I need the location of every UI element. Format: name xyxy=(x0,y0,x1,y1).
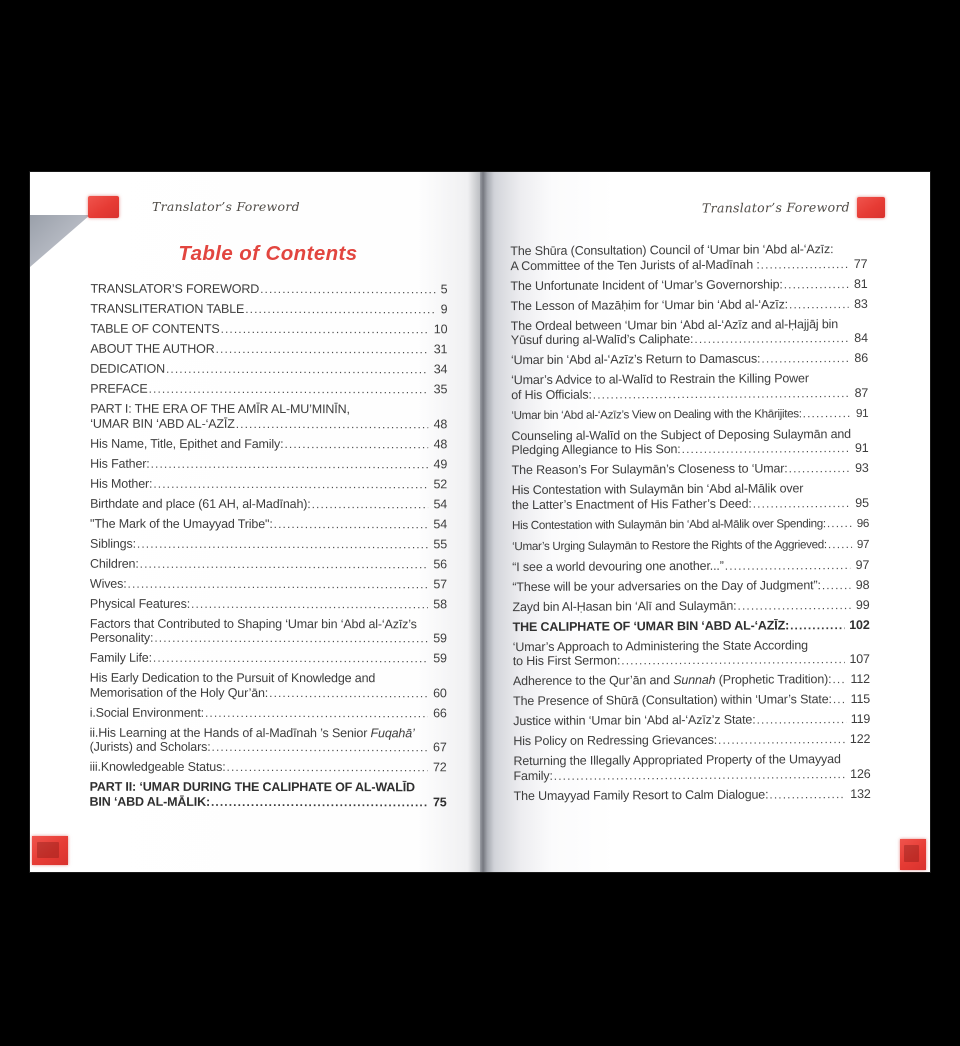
toc-page-number: 126 xyxy=(850,766,871,781)
toc-entry xyxy=(511,371,868,402)
toc-entry xyxy=(513,692,870,709)
dot-leader xyxy=(212,740,429,755)
dot-leader xyxy=(245,302,435,317)
toc-entry-label: to His First Sermon: xyxy=(512,653,621,669)
toc-entry xyxy=(90,760,447,775)
dot-leader xyxy=(828,537,852,553)
toc-entry-label: PART II: ‘UMAR DURING THE CALIPHATE OF AL-WALĪD xyxy=(89,779,415,795)
toc-page-number: 66 xyxy=(433,705,447,720)
toc-entry-label: (Jurists) and Scholars: xyxy=(89,739,211,754)
dot-leader xyxy=(753,496,851,511)
dot-leader xyxy=(216,342,429,357)
toc-entry-label: ‘Umar’s Approach to Administering the State According xyxy=(512,637,809,654)
toc-entry xyxy=(513,637,870,668)
toc-page-number: 96 xyxy=(856,516,870,530)
toc-entry-label: PART I: THE ERA OF THE AMĪR AL-MU’MINĪN, xyxy=(90,401,350,417)
toc-entry-label: ‘Umar bin ‘Abd al-‘Azīz’s Return to Damascus: xyxy=(510,351,761,368)
toc-entry-label: Family: xyxy=(513,768,553,783)
toc-entry xyxy=(90,342,447,357)
toc-page-number: 119 xyxy=(850,711,871,727)
toc-entry-label: ‘Umar bin ‘Abd al-‘Azīz’s View on Dealing with the Khārijites: xyxy=(511,406,802,422)
toc-entry xyxy=(90,496,447,511)
toc-page-number: 86 xyxy=(854,350,869,365)
dot-leader xyxy=(833,692,846,707)
dot-leader xyxy=(312,497,429,512)
toc-entry xyxy=(512,557,869,574)
toc-entry-label: Birthdate and place (61 AH, al-Madīnah): xyxy=(90,496,311,511)
toc-page-number: 52 xyxy=(433,476,448,491)
toc-entry xyxy=(510,276,867,293)
toc-entry-label: Factors that Contributed to Shaping ‘Umar bin ‘Abd al-‘Azīz’s xyxy=(89,616,417,631)
toc-page-number: 77 xyxy=(853,256,868,271)
toc-entry-label: The Ordeal between ‘Umar bin ‘Abd al-‘Azīz and al-Ḥajjāj bin xyxy=(510,316,839,333)
toc-page-number: 95 xyxy=(855,495,869,510)
toc-page-number: 57 xyxy=(433,576,447,591)
right-toc-list xyxy=(510,242,870,809)
toc-entry xyxy=(90,705,447,720)
toc-entry-label: His Father: xyxy=(90,456,150,471)
left-running-head: Translator’s Foreword xyxy=(152,199,300,214)
dot-leader xyxy=(757,712,846,727)
dot-leader xyxy=(827,516,852,532)
red-corner-badge-top-right xyxy=(857,197,885,218)
toc-entry xyxy=(90,536,447,551)
toc-entry xyxy=(90,725,447,755)
toc-entry xyxy=(90,302,447,317)
toc-entry-label: Pledging Allegiance to His Son: xyxy=(511,442,681,458)
toc-entry-label: Siblings: xyxy=(89,536,136,551)
dot-leader xyxy=(790,618,844,633)
toc-entry-label: Family Life: xyxy=(89,650,152,665)
toc-page-number: 84 xyxy=(854,330,868,345)
dot-leader xyxy=(227,760,428,775)
toc-page-number: 99 xyxy=(855,597,870,612)
toc-entry xyxy=(90,556,447,571)
toc-entry xyxy=(90,362,447,377)
toc-entry xyxy=(513,712,870,729)
toc-page-number: 48 xyxy=(433,416,448,431)
toc-page-number: 10 xyxy=(433,322,448,337)
toc-entry xyxy=(90,576,447,591)
toc-entry xyxy=(90,516,447,531)
dot-leader xyxy=(260,282,436,297)
toc-page-number: 59 xyxy=(433,651,447,666)
toc-entry-label: ABOUT THE AUTHOR xyxy=(90,341,215,356)
toc-entry xyxy=(90,616,447,646)
toc-entry xyxy=(511,351,868,368)
toc-entry-label: Memorisation of the Holy Qur’ān: xyxy=(89,685,269,700)
toc-page-number: 83 xyxy=(853,296,868,311)
toc-page-number: 107 xyxy=(849,651,870,667)
dot-leader xyxy=(166,362,429,377)
toc-entry-label: ‘Umar’s Urging Sulaymān to Restore the Rights of the Aggrieved: xyxy=(512,537,827,553)
toc-page-number: 55 xyxy=(433,536,448,551)
dot-leader xyxy=(761,351,849,366)
toc-entry-label: Physical Features: xyxy=(89,596,191,611)
toc-page-number: 54 xyxy=(433,516,448,531)
toc-page-number: 60 xyxy=(433,685,447,700)
toc-entry-label: The Unfortunate Incident of ‘Umar’s Governorship: xyxy=(510,276,783,293)
toc-entry xyxy=(512,515,869,533)
toc-entry xyxy=(511,296,868,313)
toc-entry-label: Personality: xyxy=(89,630,154,645)
right-running-head: Translator’s Foreword xyxy=(701,199,851,216)
dot-leader xyxy=(718,732,845,747)
toc-page-number: 98 xyxy=(855,577,870,592)
toc-entry-label: of His Officials: xyxy=(511,387,592,402)
dot-leader xyxy=(803,406,851,422)
toc-entry-label: Zayd bin Al-Ḥasan bin ‘Alī and Sulaymān: xyxy=(512,598,737,614)
toc-entry xyxy=(90,596,447,611)
toc-page-number: 31 xyxy=(433,342,448,357)
toc-entry-label: The Shūra (Consultation) Council of ‘Umar bin ‘Abd al-‘Azīz: xyxy=(510,242,834,259)
toc-entry-label: BIN ‘ABD AL-MĀLIK: xyxy=(89,794,211,809)
toc-entry xyxy=(90,476,447,491)
red-page-number-badge-bottom-left xyxy=(32,836,68,865)
toc-entry-label: “I see a world devouring one another...” xyxy=(512,558,724,574)
toc-entry xyxy=(90,651,447,666)
toc-page-number: 58 xyxy=(433,596,447,611)
dot-leader xyxy=(140,556,429,571)
red-page-number-badge-bottom-right xyxy=(900,839,926,870)
toc-page-number: 67 xyxy=(433,740,447,755)
toc-page-number: 115 xyxy=(850,691,871,707)
toc-entry-label: Justice within ‘Umar bin ‘Abd al-‘Azīz’z State: xyxy=(513,712,756,729)
toc-page-number: 87 xyxy=(854,385,869,400)
red-corner-badge-top-left xyxy=(88,196,119,218)
toc-entry-label: His Contestation with Sulaymān bin ‘Abd al-Mālik over Spending: xyxy=(511,516,826,532)
toc-entry-label: His Contestation with Sulaymān bin ‘Abd al-Mālik over xyxy=(511,481,804,498)
dot-leader xyxy=(137,536,429,551)
toc-page-number: 132 xyxy=(850,786,871,801)
dot-leader xyxy=(789,461,851,476)
toc-entry-label: The Presence of Shūrā (Consultation) within ‘Umar’s State: xyxy=(513,692,832,709)
dot-leader xyxy=(154,631,428,646)
dot-leader xyxy=(128,576,429,591)
badge-inner-mark xyxy=(37,842,59,858)
toc-entry-label: Yūsuf during al-Walīd’s Caliphate: xyxy=(510,331,694,348)
toc-entry-label: “These will be your adversaries on the Day of Judgment”: xyxy=(512,577,821,594)
dot-leader xyxy=(191,596,428,611)
toc-entry-label: TRANSLITERATION TABLE xyxy=(90,301,245,316)
toc-entry xyxy=(512,577,869,594)
toc-entry xyxy=(513,732,870,749)
toc-page-number: 72 xyxy=(432,760,447,775)
toc-entry-label: Adherence to the Qur’ān and Sunnah (Prophetic Tradition): xyxy=(512,672,832,689)
dot-leader xyxy=(149,382,429,397)
dot-leader xyxy=(682,441,850,457)
toc-entry-label: Counseling al-Walīd on the Subject of Deposing Sulaymān and xyxy=(511,426,852,443)
toc-page-number: 9 xyxy=(440,302,448,317)
toc-page-number: 35 xyxy=(433,382,448,397)
toc-page-number: 75 xyxy=(432,794,447,809)
toc-entry-label: Children: xyxy=(89,556,139,571)
dot-leader xyxy=(236,416,429,431)
toc-entry-label: ii.His Learning at the Hands of al-Madīnah ’s Senior Fuqahā’ xyxy=(89,725,415,740)
toc-entry-label: The Lesson of Mazāḥim for ‘Umar bin ‘Abd al-‘Azīz: xyxy=(510,296,789,313)
toc-page-number: 102 xyxy=(849,617,870,632)
toc-entry-label: the Latter’s Enactment of His Father’s Deed: xyxy=(511,496,752,512)
dot-leader xyxy=(694,331,849,346)
toc-entry-label: i.Social Environment: xyxy=(89,705,204,720)
dot-leader xyxy=(205,705,428,720)
dot-leader xyxy=(789,297,849,312)
toc-entry xyxy=(512,461,869,478)
toc-page-number: 91 xyxy=(855,406,869,420)
toc-entry xyxy=(513,672,870,689)
dot-leader xyxy=(221,322,429,337)
toc-page-number: 97 xyxy=(855,557,870,572)
toc-page-number: 56 xyxy=(433,556,447,571)
dot-leader xyxy=(725,558,851,573)
toc-entry xyxy=(90,382,447,397)
dot-leader xyxy=(153,476,428,491)
book-spread xyxy=(30,172,930,872)
dot-leader xyxy=(822,578,851,593)
toc-entry-label: "The Mark of the Umayyad Tribe": xyxy=(90,516,273,531)
toc-entry-label: His Early Dedication to the Pursuit of Knowledge and xyxy=(89,670,376,686)
toc-entry-label: DEDICATION xyxy=(90,361,165,376)
toc-page-number: 81 xyxy=(853,276,868,291)
toc-entry xyxy=(512,536,869,554)
toc-entry-label: ‘UMAR BIN ‘ABD AL-‘AZĪZ xyxy=(90,416,235,431)
toc-entry-label: TABLE OF CONTENTS xyxy=(90,321,220,336)
toc-entry xyxy=(511,316,868,347)
toc-entry-label: His Name, Title, Epithet and Family: xyxy=(90,436,284,451)
dot-leader xyxy=(593,386,850,402)
dot-leader xyxy=(284,437,428,452)
toc-entry xyxy=(514,786,871,803)
toc-page-number: 34 xyxy=(433,362,448,377)
toc-page-number: 91 xyxy=(854,440,869,455)
dot-leader xyxy=(784,277,849,292)
toc-entry xyxy=(90,402,447,432)
toc-page-number: 59 xyxy=(433,631,447,646)
toc-page-number: 97 xyxy=(856,537,870,551)
toc-entry xyxy=(90,780,447,810)
left-toc-list xyxy=(90,282,448,815)
dot-leader xyxy=(832,672,845,687)
toc-page-number: 54 xyxy=(433,496,448,511)
dot-leader xyxy=(761,257,849,272)
dot-leader xyxy=(737,598,850,613)
toc-entry-label: Returning the Illegally Appropriated Property of the Umayyad xyxy=(513,752,841,769)
toc-entry xyxy=(90,671,447,701)
toc-entry-label: Wives: xyxy=(89,576,127,591)
toc-entry-label: The Umayyad Family Resort to Calm Dialogue: xyxy=(513,787,769,803)
toc-page-number: 48 xyxy=(433,436,448,451)
dot-leader xyxy=(554,767,845,783)
toc-entry xyxy=(512,481,869,512)
dot-leader xyxy=(269,686,428,701)
toc-entry-label: His Policy on Redressing Grievances: xyxy=(513,732,718,749)
toc-entry xyxy=(510,242,867,273)
toc-entry-label: His Mother: xyxy=(90,476,153,491)
dot-leader xyxy=(211,794,428,809)
toc-entry xyxy=(90,436,447,451)
toc-entry-label: iii.Knowledgeable Status: xyxy=(89,759,226,774)
toc-entry-label: TRANSLATOR’S FOREWORD xyxy=(90,281,260,296)
toc-page-number: 112 xyxy=(850,671,870,687)
toc-entry-label: ‘Umar’s Advice to al-Walīd to Restrain the Killing Power xyxy=(511,371,809,388)
dot-leader xyxy=(769,787,845,802)
table-of-contents-title: Table of Contents xyxy=(178,242,358,265)
toc-entry xyxy=(511,426,868,457)
toc-entry xyxy=(512,597,869,614)
dot-leader xyxy=(274,517,429,532)
toc-entry-label: The Reason’s For Sulaymān’s Closeness to ‘Umar: xyxy=(511,461,788,478)
toc-entry-label: A Committee of the Ten Jurists of al-Madīnah : xyxy=(510,257,760,273)
badge-inner-mark xyxy=(904,845,920,862)
toc-entry xyxy=(90,456,447,471)
toc-entry xyxy=(511,405,868,423)
toc-page-number: 49 xyxy=(433,456,448,471)
dot-leader xyxy=(153,651,428,666)
dot-leader xyxy=(621,652,844,668)
toc-entry xyxy=(513,752,870,783)
dot-leader xyxy=(151,456,429,471)
toc-page-number: 5 xyxy=(440,282,448,297)
toc-page-number: 122 xyxy=(849,731,871,747)
toc-entry-label: PREFACE xyxy=(90,381,148,396)
toc-entry xyxy=(513,617,870,634)
toc-entry-label: THE CALIPHATE OF ‘UMAR BIN ‘ABD AL-‘AZĪZ: xyxy=(512,617,790,634)
toc-entry xyxy=(90,282,447,297)
toc-page-number: 93 xyxy=(855,460,869,475)
toc-entry xyxy=(90,322,447,337)
